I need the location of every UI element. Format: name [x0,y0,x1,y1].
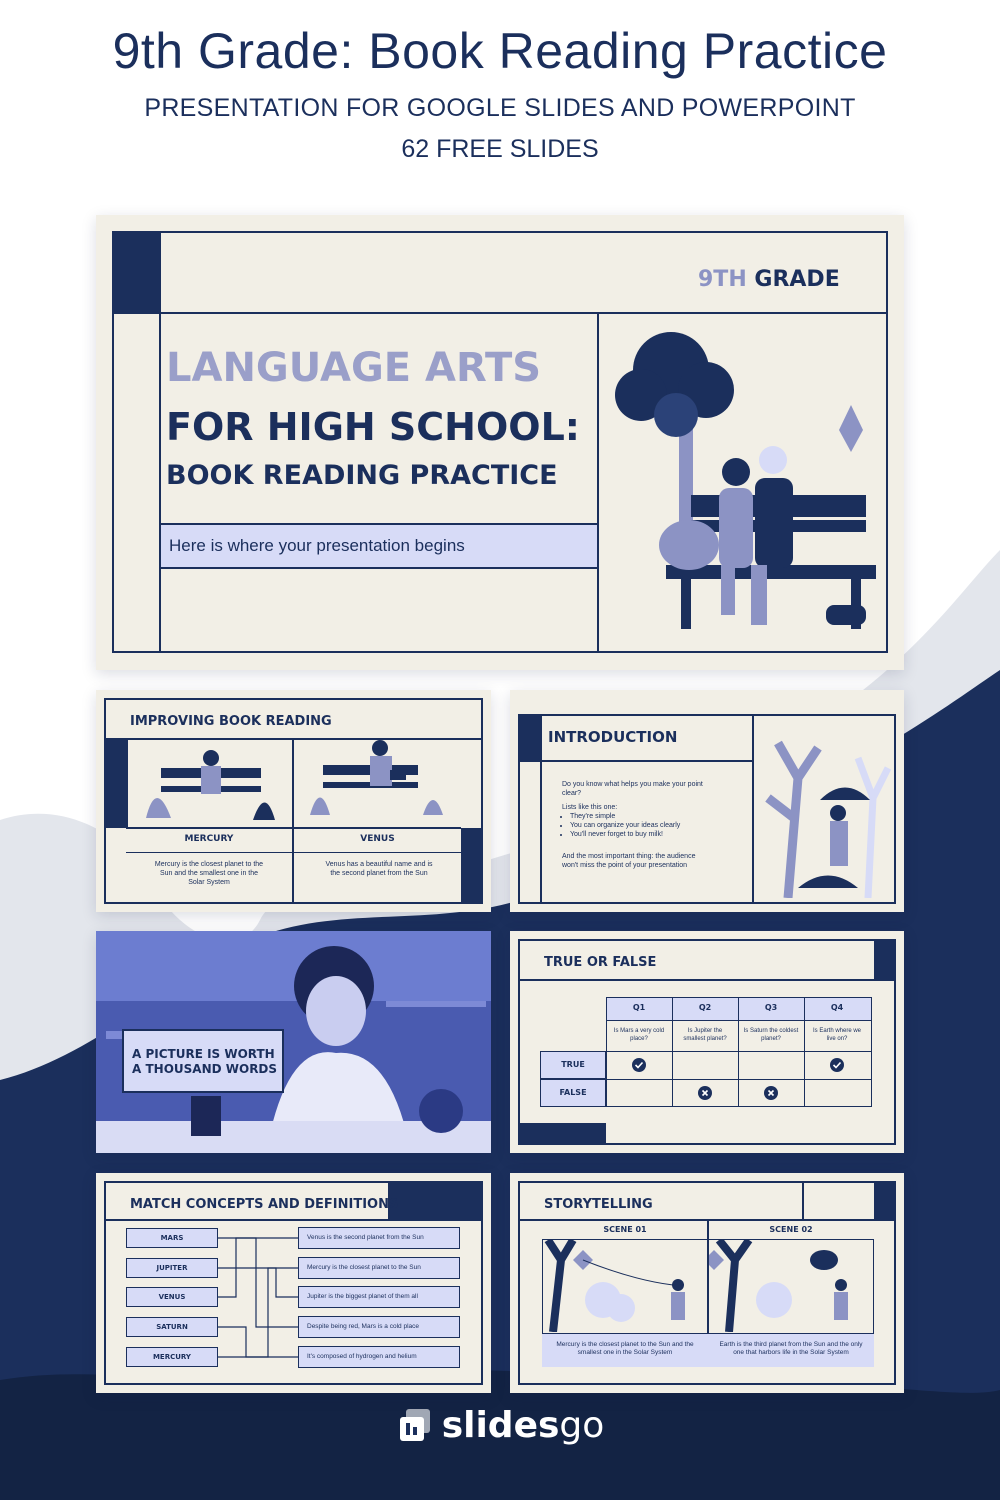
grade-label [698,267,840,292]
title-line3: BOOK READING PRACTICE [166,460,558,491]
slide-true-or-false[interactable] [510,931,904,1153]
slide-introduction[interactable] [510,690,904,912]
question-q3: Is Saturn the coldest planet? [743,1028,799,1042]
divider [540,760,754,762]
main-slide-preview[interactable] [96,215,904,670]
list-item: • You can organize your ideas clearly [570,821,680,830]
slide-title: IMPROVING BOOK READING [130,714,332,729]
title-line1: LANGUAGE ARTS [166,345,542,391]
header-q1: Q1 [632,1003,646,1012]
divider [126,827,461,829]
slide-title: TRUE OR FALSE [544,955,657,970]
truefalse-table [540,997,874,1107]
row-true-label: TRUE [561,1060,585,1069]
definition-box[interactable] [298,1316,460,1338]
question-q1: Is Mars a very cold place? [613,1028,665,1042]
grade-word: GRADE [754,267,840,292]
grade-number: 9TH [698,267,747,292]
header-q3: Q3 [764,1003,778,1012]
definition-text: Mercury is the closest planet to the Sun [307,1264,421,1271]
scene2-text: Earth is the third planet from the Sun and the only one that harbors life in the Solar System [719,1341,863,1356]
couple-bench-illustration [601,320,886,640]
col2-text: Venus has a beautiful name and is the second planet from the Sun [325,861,433,877]
divider [597,312,599,653]
concept-box[interactable] [126,1287,218,1307]
slidesgo-logo-icon [396,1407,434,1445]
accent-block [518,1123,606,1145]
divider [112,312,888,314]
slidesgo-logo[interactable] [0,1405,1000,1446]
slide-title: STORYTELLING [544,1197,653,1212]
divider [518,979,896,981]
accent-block [104,738,128,828]
quote-line1: A PICTURE IS WORTH [132,1047,275,1061]
col2-title: VENUS [360,834,395,844]
definition-box[interactable] [298,1286,460,1308]
definition-text: It's composed of hydrogen and helium [307,1353,417,1360]
brand-slides: slides [441,1405,560,1446]
slide-storytelling[interactable] [510,1173,904,1393]
scene2-kite-illustration [709,1240,873,1332]
concept-label: JUPITER [156,1264,188,1272]
tagline-bar [159,523,599,569]
definition-text: Venus is the second planet from the Sun [307,1234,424,1241]
list-item: • You'll never forget to buy milk! [570,830,680,839]
check-icon[interactable] [830,1058,844,1072]
concept-label: VENUS [158,1293,186,1301]
divider [126,852,461,853]
slide-improving-reading[interactable] [96,690,491,912]
intro-question: Do you know what helps you make your point clear? [562,781,703,797]
quote-box [122,1029,284,1093]
question-q2: Is Jupiter the smallest planet? [683,1028,727,1042]
header-q4: Q4 [830,1003,844,1012]
page-header [0,0,1000,164]
divider [292,738,294,904]
page-title: 9th Grade: Book Reading Practice [112,23,888,79]
divider [606,1079,872,1080]
page-subtitle: PRESENTATION FOR GOOGLE SLIDES AND POWERPOINT [144,94,856,122]
header-q2: Q2 [698,1003,712,1012]
intro-lists-label: Lists like this one: [562,804,618,811]
divider [752,714,754,904]
definition-box[interactable] [298,1257,460,1279]
intro-closing: And the most important thing: the audience won't miss the point of your presentation [562,853,696,869]
intro-bullet-list [550,812,680,839]
concept-box[interactable] [126,1258,218,1278]
definition-text: Jupiter is the biggest planet of them all [307,1293,418,1300]
divider [802,1181,804,1219]
divider [540,714,542,904]
reader-bench-illustration-2 [308,740,448,820]
title-line2: FOR HIGH SCHOOL: [166,405,580,449]
quote-line2: A THOUSAND WORDS [132,1062,278,1076]
concept-label: MARS [160,1234,184,1242]
accent-block [518,714,540,762]
scene1-kite-illustration [543,1240,706,1332]
cross-icon[interactable] [698,1086,712,1100]
divider [672,997,673,1107]
divider [738,997,739,1107]
divider [804,997,805,1107]
scene2-label: SCENE 02 [769,1225,813,1234]
slide-title: INTRODUCTION [548,728,678,746]
concept-box[interactable] [126,1317,218,1337]
divider [159,231,161,653]
concept-box[interactable] [126,1347,218,1367]
scene1-text: Mercury is the closest planet to the Sun and the smallest one in the Solar System [556,1341,694,1356]
brand-go: go [559,1405,605,1446]
definition-text: Despite being red, Mars is a cold place [307,1323,420,1330]
slide-picture-quote[interactable] [96,931,491,1153]
concept-label: SATURN [156,1323,188,1331]
col1-text: Mercury is the closest planet to the Sun and the smallest one in the Solar System [154,861,264,886]
tagline-text: Here is where your presentation begins [169,536,465,555]
slide-match-concepts[interactable] [96,1173,491,1393]
definition-box[interactable] [298,1227,460,1249]
concept-label: MERCURY [152,1353,192,1361]
divider [606,1051,872,1052]
col1-title: MERCURY [184,834,234,844]
scene1-label: SCENE 01 [603,1225,647,1234]
list-item: • They're simple [570,812,680,821]
accent-block [874,939,896,981]
check-icon[interactable] [632,1058,646,1072]
umbrella-tree-illustration [758,738,894,898]
cross-icon[interactable] [764,1086,778,1100]
concept-box[interactable] [126,1228,218,1248]
slide-title: MATCH CONCEPTS AND DEFINITIONS [130,1197,399,1212]
corner-block [112,231,160,313]
row-false-label: FALSE [559,1088,587,1097]
reader-bench-illustration-1 [141,748,281,823]
accent-block [874,1181,896,1219]
question-q4: Is Earth where we live on? [812,1028,862,1042]
accent-block [461,828,483,904]
definition-box[interactable] [298,1346,460,1368]
slide-count: 62 FREE SLIDES [401,135,599,163]
